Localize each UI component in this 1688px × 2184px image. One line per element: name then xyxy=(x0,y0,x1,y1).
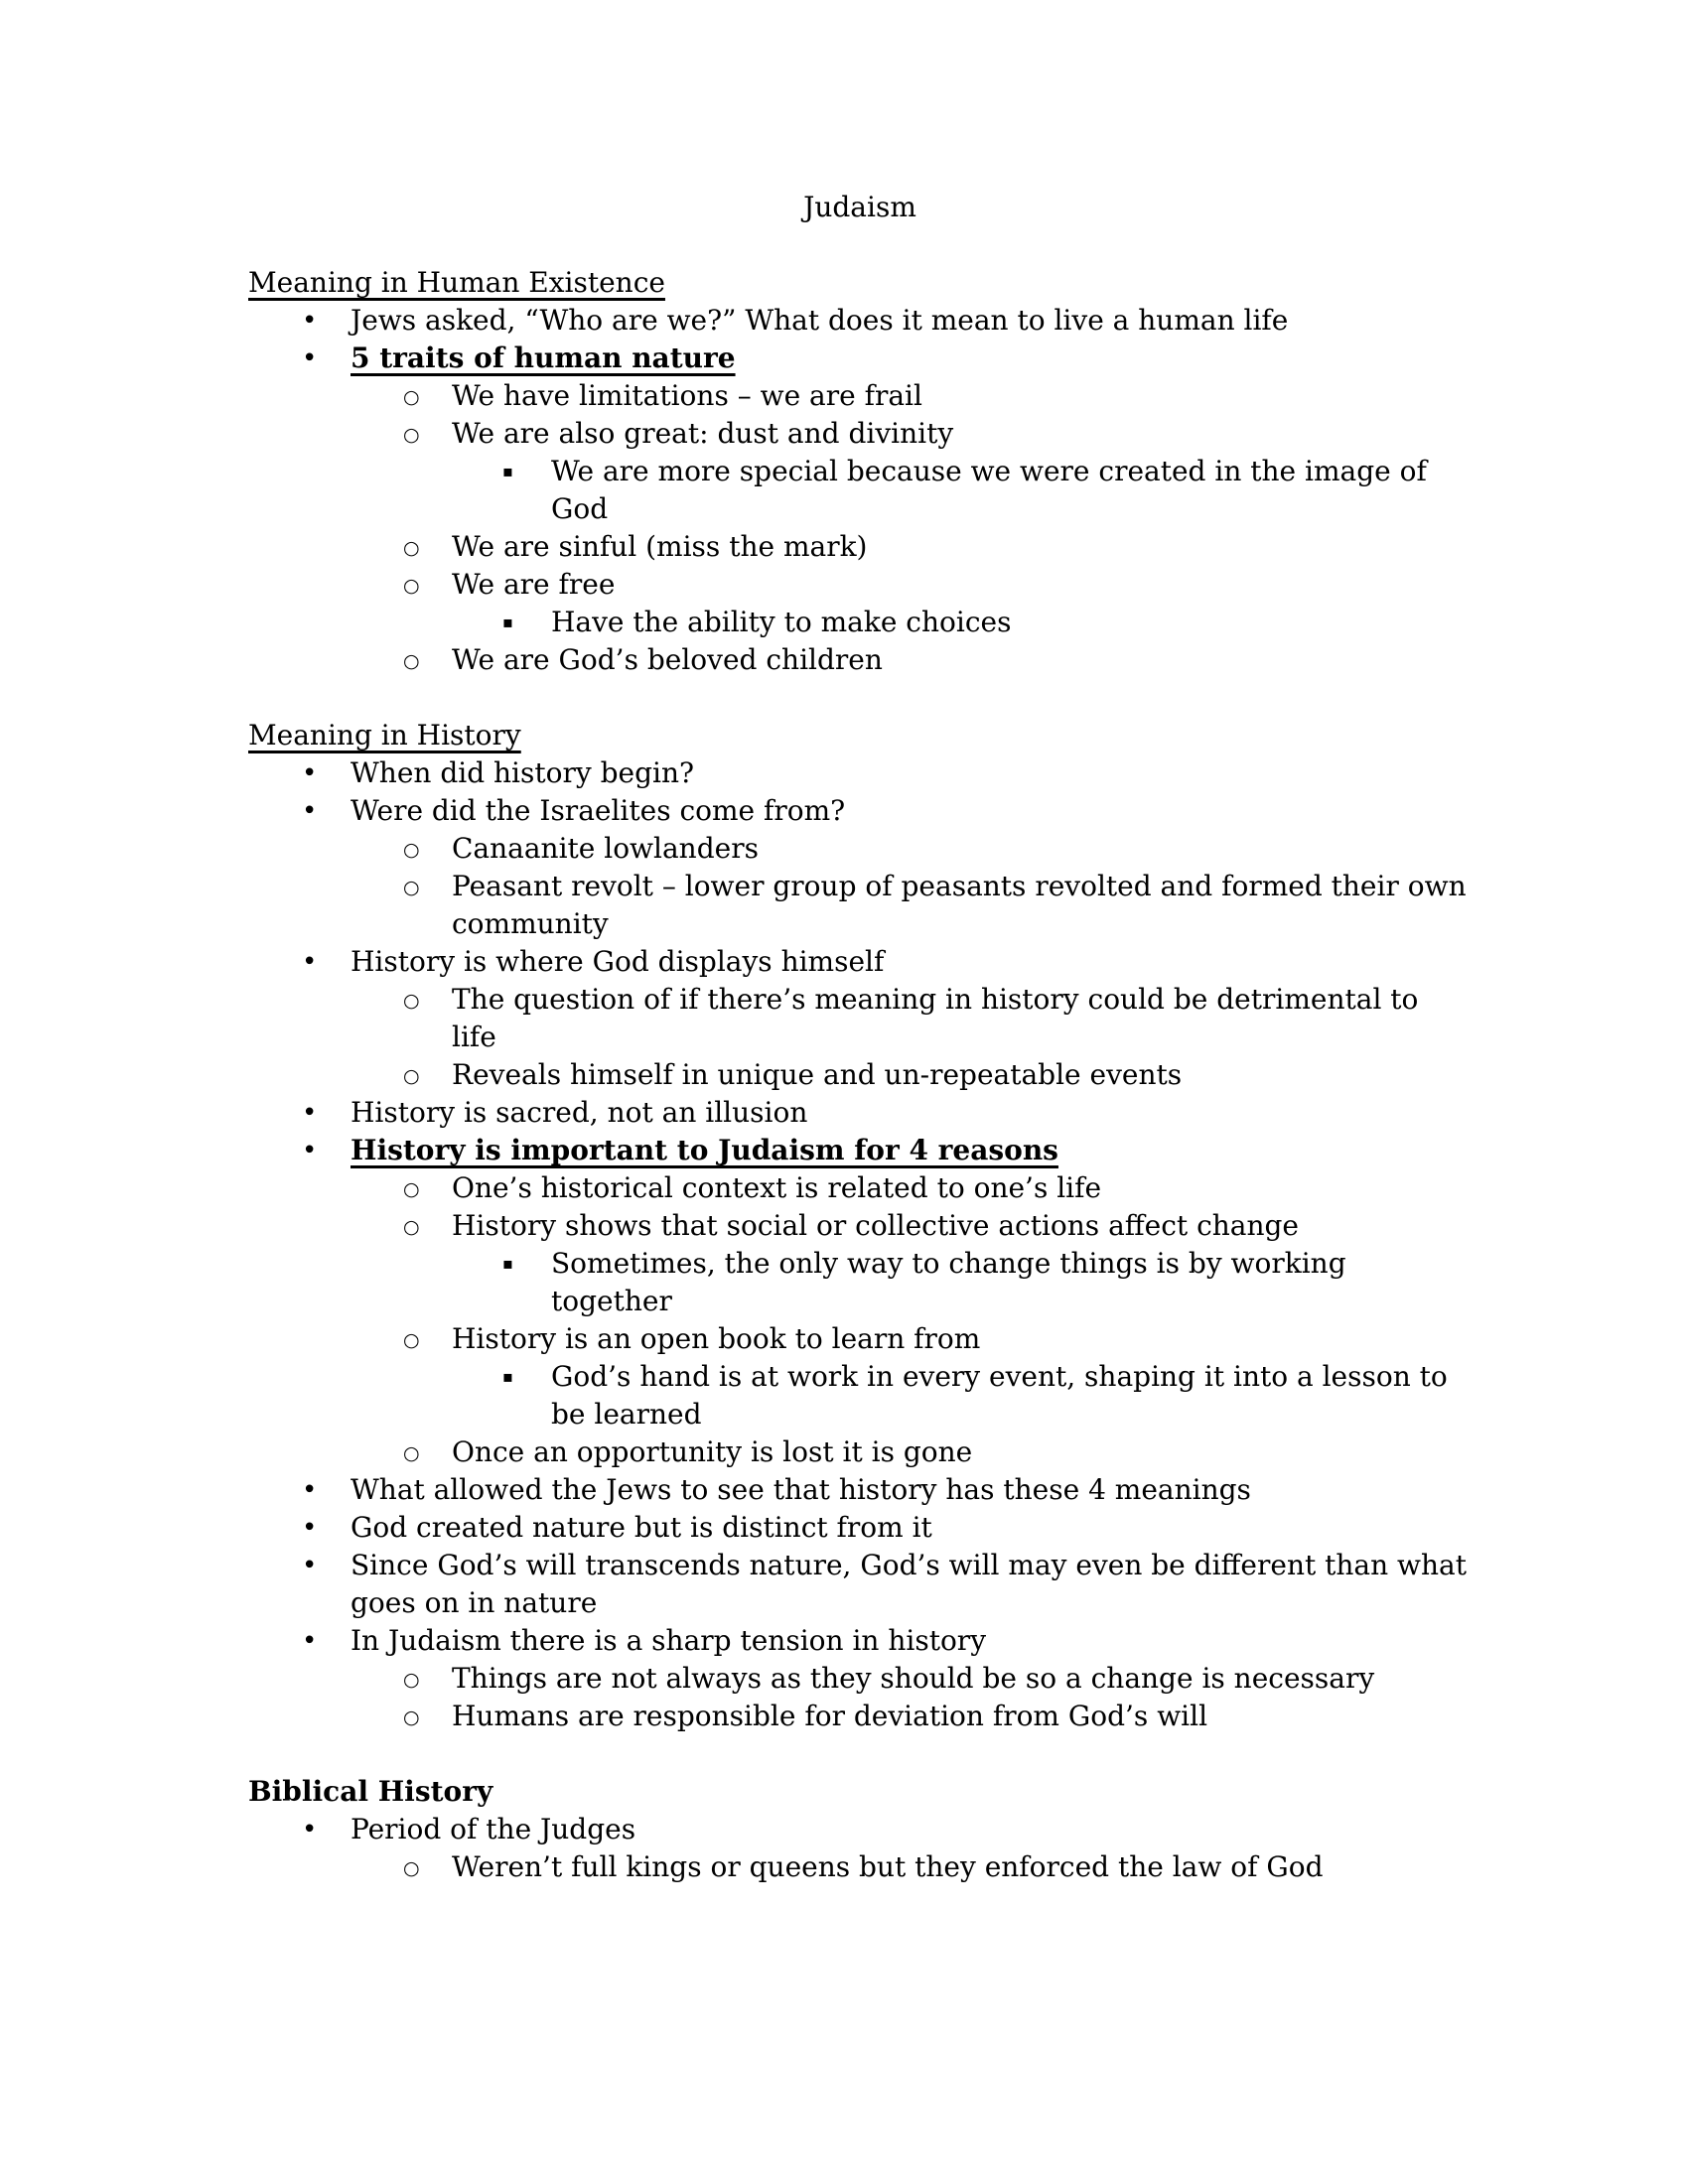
bullet-item-text: Peasant revolt – lower group of peasants revolted and formed their own community xyxy=(452,870,1467,940)
bullet-item-text: In Judaism there is a sharp tension in history xyxy=(351,1624,987,1657)
circle-icon: ○ xyxy=(403,575,420,597)
document-title: Judaism xyxy=(803,191,916,223)
bullet-item-text: Humans are responsible for deviation from God’s will xyxy=(452,1700,1208,1732)
section-heading xyxy=(248,264,1472,302)
bullet-item-text: Period of the Judges xyxy=(351,1813,636,1845)
bullet-item-text: Once an opportunity is lost it is gone xyxy=(452,1435,973,1468)
section-heading xyxy=(248,717,1472,754)
bullet-icon: • xyxy=(302,1551,318,1580)
bullet-item-text: Sometimes, the only way to change things is by working together xyxy=(551,1247,1346,1317)
bullet-item-text: History is an open book to learn from xyxy=(452,1322,981,1355)
square-icon: ▪ xyxy=(502,462,513,480)
circle-icon: ○ xyxy=(403,1706,420,1728)
bullet-item xyxy=(248,302,1472,340)
bullet-item xyxy=(248,754,1472,792)
bullet-item xyxy=(248,604,1472,641)
document-content xyxy=(248,189,1472,1886)
circle-icon: ○ xyxy=(403,839,420,861)
bullet-item-text: We have limitations – we are frail xyxy=(452,379,922,412)
bullet-item-text: We are also great: dust and divinity xyxy=(452,417,954,450)
bullet-item-text: When did history begin? xyxy=(351,756,695,789)
bullet-item-text: One’s historical context is related to one’s life xyxy=(452,1171,1102,1204)
bullet-icon: • xyxy=(302,306,318,336)
bullet-item xyxy=(248,1056,1472,1094)
bullet-item xyxy=(248,1471,1472,1509)
circle-icon: ○ xyxy=(403,1178,420,1200)
bullet-item xyxy=(248,1132,1472,1169)
bullet-icon: • xyxy=(302,1136,318,1165)
bullet-item xyxy=(248,1094,1472,1132)
bullet-item xyxy=(248,1207,1472,1245)
bullet-item-text: We are sinful (miss the mark) xyxy=(452,530,868,563)
bullet-item-text: God created nature but is distinct from it xyxy=(351,1511,932,1544)
bullet-icon: • xyxy=(302,1626,318,1656)
section-biblical-history xyxy=(248,1773,1472,1886)
bullet-item xyxy=(248,1169,1472,1207)
circle-icon: ○ xyxy=(403,537,420,559)
circle-icon: ○ xyxy=(403,990,420,1012)
circle-icon: ○ xyxy=(403,1857,420,1879)
bullet-item-text: We are free xyxy=(452,568,616,601)
bullet-item xyxy=(248,566,1472,604)
circle-icon: ○ xyxy=(403,424,420,446)
bullet-icon: • xyxy=(302,1815,318,1844)
section-heading-text: Biblical History xyxy=(248,1775,493,1808)
bullet-item-text: The question of if there’s meaning in history could be detrimental to life xyxy=(452,983,1419,1053)
bullet-item-text: History shows that social or collective actions affect change xyxy=(452,1209,1300,1242)
bullet-item-text: We are God’s beloved children xyxy=(452,643,883,676)
bullet-item-text: Reveals himself in unique and un-repeatable events xyxy=(452,1058,1183,1091)
bullet-item-text: Have the ability to make choices xyxy=(551,606,1012,638)
bullet-icon: • xyxy=(302,1098,318,1128)
bullet-item xyxy=(248,1509,1472,1547)
bullet-item xyxy=(248,1358,1472,1433)
circle-icon: ○ xyxy=(403,877,420,898)
bullet-item xyxy=(248,1698,1472,1735)
bullet-item-text: 5 traits of human nature xyxy=(351,341,736,374)
circle-icon: ○ xyxy=(403,1329,420,1351)
circle-icon: ○ xyxy=(403,386,420,408)
circle-icon: ○ xyxy=(403,1216,420,1238)
section-heading xyxy=(248,1773,1472,1811)
circle-icon: ○ xyxy=(403,650,420,672)
bullet-item xyxy=(248,415,1472,453)
square-icon: ▪ xyxy=(502,1254,513,1273)
bullet-item-text: History is sacred, not an illusion xyxy=(351,1096,808,1129)
bullet-icon: • xyxy=(302,758,318,788)
bullet-icon: • xyxy=(302,1513,318,1543)
bullet-item xyxy=(248,792,1472,830)
bullet-item xyxy=(248,1433,1472,1471)
bullet-item-text: Things are not always as they should be so a change is necessary xyxy=(452,1662,1375,1695)
bullet-item xyxy=(248,1547,1472,1622)
bullet-item-text: We are more special because we were created in the image of God xyxy=(551,455,1427,525)
bullet-item-text: Jews asked, “Who are we?” What does it mean to live a human life xyxy=(351,304,1289,337)
section-heading-text: Meaning in History xyxy=(248,719,521,751)
bullet-item-text: Since God’s will transcends nature, God’s will may even be different than what goes on in nature xyxy=(351,1549,1467,1619)
bullet-item xyxy=(248,1320,1472,1358)
bullet-item-text: Weren’t full kings or queens but they enforced the law of God xyxy=(452,1850,1324,1883)
section-meaning-in-history xyxy=(248,717,1472,1735)
bullet-item-text: God’s hand is at work in every event, shaping it into a lesson to be learned xyxy=(551,1360,1448,1431)
bullet-item-text: Canaanite lowlanders xyxy=(452,832,759,865)
circle-icon: ○ xyxy=(403,1065,420,1087)
bullet-item xyxy=(248,1622,1472,1660)
bullet-item-text: History is important to Judaism for 4 reasons xyxy=(351,1134,1058,1166)
bullet-item xyxy=(248,868,1472,943)
bullet-item xyxy=(248,453,1472,528)
section-meaning-in-human-existence xyxy=(248,264,1472,679)
bullet-item xyxy=(248,1245,1472,1320)
circle-icon: ○ xyxy=(403,1669,420,1691)
bullet-item xyxy=(248,943,1472,981)
bullet-icon: • xyxy=(302,343,318,373)
bullet-item xyxy=(248,528,1472,566)
bullet-icon: • xyxy=(302,947,318,977)
bullet-item xyxy=(248,340,1472,377)
bullet-item-text: Were did the Israelites come from? xyxy=(351,794,846,827)
bullet-item-text: History is where God displays himself xyxy=(351,945,885,978)
square-icon: ▪ xyxy=(502,613,513,631)
bullet-icon: • xyxy=(302,1475,318,1505)
bullet-item-text: What allowed the Jews to see that history has these 4 meanings xyxy=(351,1473,1251,1506)
section-heading-text: Meaning in Human Existence xyxy=(248,266,665,299)
bullet-item xyxy=(248,641,1472,679)
circle-icon: ○ xyxy=(403,1442,420,1464)
bullet-item xyxy=(248,830,1472,868)
bullet-item xyxy=(248,1848,1472,1886)
bullet-item xyxy=(248,981,1472,1056)
bullet-icon: • xyxy=(302,796,318,826)
square-icon: ▪ xyxy=(502,1367,513,1386)
bullet-item xyxy=(248,1660,1472,1698)
bullet-item xyxy=(248,377,1472,415)
bullet-item xyxy=(248,1811,1472,1848)
